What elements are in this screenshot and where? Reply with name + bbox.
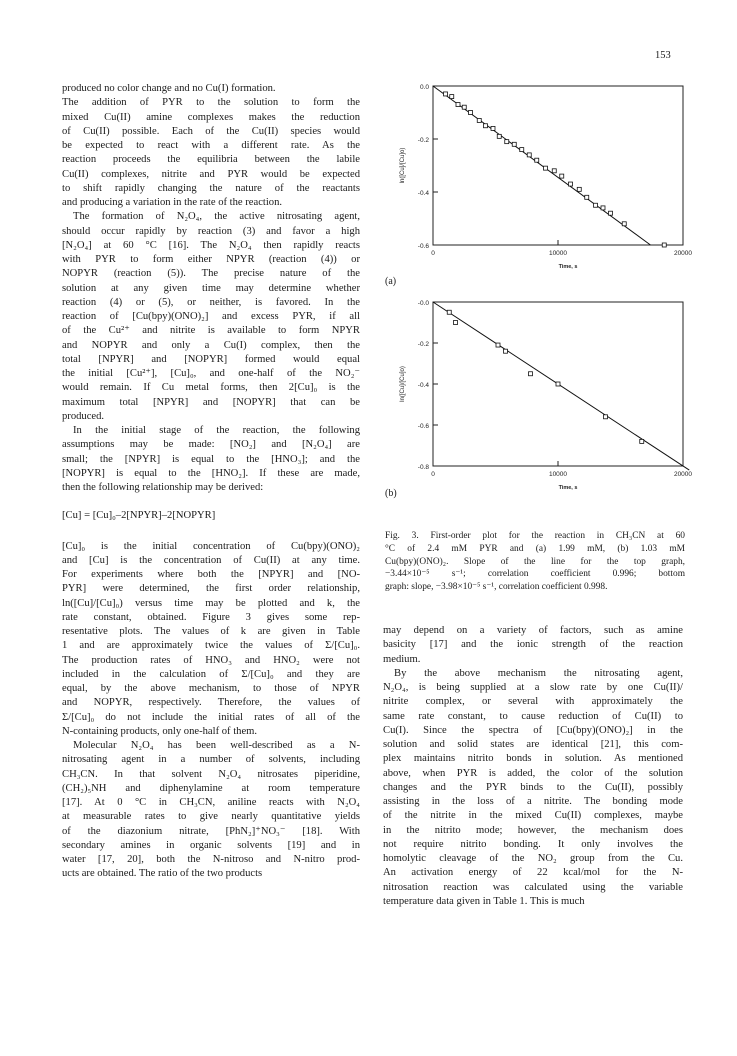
text-line: N-containing products, only one-half of them. bbox=[62, 725, 258, 737]
text-line: may depend on a variety of factors, such as amine bbox=[383, 625, 683, 636]
text-line: reaction (4) or (5), or neither, is favored. In the bbox=[62, 296, 360, 308]
text-line: For experiments where both the [NPYR] and [NO- bbox=[62, 569, 360, 580]
y-tick-label: 0.0 bbox=[419, 84, 429, 91]
text-line: nitrite complex, or several with approximately the bbox=[383, 696, 683, 708]
data-point bbox=[454, 321, 458, 325]
data-point bbox=[496, 343, 500, 347]
text-line: same rate constant, to cause reduction of Cu(II) to bbox=[383, 710, 683, 722]
y-axis-label: ln([Cu]/[Cu]o) bbox=[400, 147, 406, 184]
text-line: [N₂O₄] at 60 °C [16]. The N₂O₄ then rapidly reacts bbox=[62, 239, 360, 251]
caption-line: −3.44×10⁻⁵ s⁻¹; correlation coefficient 0.996; bottom bbox=[385, 569, 685, 580]
data-point bbox=[450, 95, 454, 99]
text-line: resentative plots. The values of k are given in Table bbox=[62, 626, 360, 637]
panel-label-a: (a) bbox=[385, 276, 397, 287]
left-column-text bbox=[62, 82, 360, 882]
y-tick-label: -0.8 bbox=[417, 464, 429, 471]
x-tick-label: 0 bbox=[431, 250, 435, 257]
text-line: basicity [17] and the ionic strength of the reaction bbox=[383, 639, 683, 651]
text-line: (CH₂)₅NH and diphenylamine at room temperature bbox=[62, 782, 360, 794]
text-line: PYR] were determined, the first order relationship, bbox=[62, 583, 360, 595]
fit-line bbox=[433, 86, 651, 245]
data-point bbox=[462, 105, 466, 109]
y-tick-label: -0.6 bbox=[417, 243, 429, 250]
text-line: maximum total [NPYR] and [NOPYR] that can be bbox=[62, 396, 360, 408]
x-tick-label: 20000 bbox=[673, 250, 693, 257]
x-tick-label: 10000 bbox=[548, 250, 568, 257]
text-line: in the nitrito mode; however, the mechanism does bbox=[383, 824, 683, 836]
text-line: N₂O₄, is being supplied at a slow rate by one Cu(II)/ bbox=[383, 682, 683, 693]
text-line: 1 and are approximately twice the values of Σ/[Cu]₀. bbox=[62, 640, 360, 652]
text-line: of the diazonium nitrate, [PhN₂]⁺NO₃⁻ [18]. With bbox=[62, 825, 360, 837]
text-line: changes and the PYR binds to the Cu(II), possibly bbox=[383, 781, 683, 793]
data-point bbox=[520, 148, 524, 152]
y-axis-label: ln([Cu]/[Cu]o) bbox=[400, 366, 406, 402]
text-line: solution at any given time may determine whether bbox=[62, 282, 360, 294]
chart-a bbox=[395, 78, 695, 278]
text-line: NOPYR (reaction (5)). The precise nature of the bbox=[62, 268, 360, 280]
figure-3b bbox=[395, 290, 695, 500]
panel-label-b: (b) bbox=[385, 488, 397, 499]
page-number: 153 bbox=[655, 50, 671, 61]
text-line: The addition of PYR to the solution to form the bbox=[62, 97, 360, 109]
data-point bbox=[477, 118, 481, 122]
data-point bbox=[604, 415, 608, 419]
data-point bbox=[552, 169, 556, 173]
text-line: Cu(I). Since the spectra of [Cu(bpy)(ONO)₂] in the bbox=[383, 724, 683, 736]
text-line: should occur rapidly by reaction (3) and favor a high bbox=[62, 225, 360, 237]
text-line: the initial [Cu²⁺], [Cu]₀, and one-half of the NO₂⁻ bbox=[62, 368, 360, 379]
text-line: produced no color change and no Cu(I) formation. bbox=[62, 83, 276, 94]
data-point bbox=[594, 203, 598, 207]
text-line: ucts are obtained. The ratio of the two products bbox=[62, 868, 263, 880]
data-point bbox=[444, 92, 448, 96]
figure-caption bbox=[385, 530, 685, 594]
text-line: ln([Cu]/[Cu]₀) versus time may be plotted and k, the bbox=[62, 597, 360, 609]
data-point bbox=[535, 158, 539, 162]
text-line: By the above mechanism the nitrosating agent, bbox=[394, 667, 683, 679]
data-point bbox=[512, 142, 516, 146]
text-line: [NOPYR] is equal to the [HNO₂]. If these are made, bbox=[62, 467, 360, 479]
text-line: of Cu(II) possible. Each of the Cu(II) species would bbox=[62, 125, 360, 137]
text-line: [Cu] = [Cu]₀–2[NPYR]–2[NOPYR] bbox=[62, 510, 216, 522]
data-point bbox=[601, 206, 605, 210]
data-point bbox=[569, 182, 573, 186]
y-tick-label: -0.2 bbox=[417, 137, 429, 144]
text-line: then the following relationship may be derived: bbox=[62, 482, 264, 493]
data-point bbox=[484, 124, 488, 128]
text-line: and NOPYR and only a Cu(I) complex, then the bbox=[62, 339, 360, 351]
x-tick-label: 10000 bbox=[548, 471, 568, 478]
fit-line bbox=[433, 302, 689, 470]
text-line: at measurable rates to give nearly quantitative yields bbox=[62, 811, 360, 823]
text-line: nitrosating agent in a number of solvents, including bbox=[62, 754, 360, 766]
data-point bbox=[556, 382, 560, 386]
data-point bbox=[609, 211, 613, 215]
text-line: to shift rapidly changing the nature of the reactants bbox=[62, 182, 360, 194]
text-line: of the nitrite in the mixed Cu(II) complexes, maybe bbox=[383, 810, 683, 822]
y-tick-label: -0.4 bbox=[417, 190, 429, 197]
x-axis-label: Time, s bbox=[558, 264, 578, 270]
text-line: reaction proceeds the equilibria between the labile bbox=[62, 154, 360, 166]
data-point bbox=[577, 187, 581, 191]
data-point bbox=[622, 222, 626, 226]
text-line: would remain. If Cu metal forms, then 2[Cu]₀ is the bbox=[62, 382, 360, 394]
text-line: CH₃CN. In that solvent N₂O₄ nitrosates piperidine, bbox=[62, 768, 360, 780]
data-point bbox=[491, 126, 495, 130]
caption-line: graph: slope, −3.98×10⁻⁵ s⁻¹, correlation coefficient 0.998. bbox=[385, 582, 608, 593]
y-tick-label: -0.6 bbox=[417, 423, 429, 430]
text-line: An activation energy of 22 kcal/mol for the N- bbox=[383, 867, 683, 879]
text-line: plex maintains nitrito bonds in solution. As mentioned bbox=[383, 753, 683, 765]
text-line: nitrosation reaction was calculated using the variable bbox=[383, 881, 683, 893]
text-line: be expected to react with a different rate. As the bbox=[62, 140, 360, 151]
text-line: solution and solid states are identical [21], this com- bbox=[383, 739, 683, 750]
text-line: not require nitrito bonding. It only involves the bbox=[383, 838, 683, 850]
text-line: The formation of N₂O₄, the active nitrosating agent, bbox=[73, 211, 360, 223]
text-line: Molecular N₂O₄ has been well-described as a N- bbox=[73, 740, 360, 751]
text-line: [Cu]₀ is the initial concentration of Cu(bpy)(ONO)₂ bbox=[62, 540, 360, 552]
text-line: mixed Cu(II) amine complexes makes the reduction bbox=[62, 111, 360, 123]
data-point bbox=[662, 243, 666, 247]
text-line: total [NPYR] and [NOPYR] formed would equal bbox=[62, 353, 360, 365]
text-line: In the initial stage of the reaction, the following bbox=[73, 425, 360, 436]
text-line: temperature data given in Table 1. This is much bbox=[383, 895, 585, 907]
x-axis-label: Time, s bbox=[558, 485, 578, 491]
data-point bbox=[447, 310, 451, 314]
text-line: and NOPYR, respectively. Therefore, the values of bbox=[62, 697, 360, 709]
text-line: reaction of [Cu(bpy)(ONO)₂] and excess PYR, if all bbox=[62, 311, 360, 322]
x-tick-label: 20000 bbox=[673, 471, 693, 478]
figure-3a bbox=[395, 78, 695, 278]
text-line: [17]. At 0 °C in CH₃CN, aniline reacts with N₂O₄ bbox=[62, 797, 360, 808]
text-line: equal, by the above mechanism, to those of NPYR bbox=[62, 683, 360, 694]
y-tick-label: -0.2 bbox=[417, 341, 429, 348]
text-line: homolytic cleavage of the NO₂ group from the Cu. bbox=[383, 853, 683, 864]
text-line: produced. bbox=[62, 410, 105, 422]
text-line: above, when PYR is added, the color of the solution bbox=[383, 767, 683, 779]
data-point bbox=[544, 166, 548, 170]
text-line: medium. bbox=[383, 653, 421, 665]
data-point bbox=[640, 439, 644, 443]
text-line: of the Cu²⁺ and nitrite is available to form NPYR bbox=[62, 325, 360, 337]
text-line: included in the calculation of Σ/[Cu]₀ and they are bbox=[62, 668, 360, 680]
caption-line: Cu(bpy)(ONO)₂. Slope of the line for the top graph, bbox=[385, 556, 685, 567]
text-line: water [17, 20], both the N-nitroso and N-nitro prod- bbox=[62, 854, 360, 865]
data-point bbox=[585, 195, 589, 199]
data-point bbox=[527, 153, 531, 157]
text-line: with PYR to form either NPYR (reaction (4)) or bbox=[62, 254, 360, 265]
data-point bbox=[504, 349, 508, 353]
caption-line: °C of 2.4 mM PYR and (a) 1.99 mM, (b) 1.03 mM bbox=[385, 543, 685, 554]
text-line: Cu(II) complexes, nitrite and PYR would be expected bbox=[62, 168, 360, 180]
text-line: Σ/[Cu]₀ do not include the initial rates of all of the bbox=[62, 711, 360, 723]
text-line: secondary amines in organic solvents [19] and in bbox=[62, 839, 360, 851]
plot-frame bbox=[433, 86, 683, 245]
data-point bbox=[456, 103, 460, 107]
data-point bbox=[497, 134, 501, 138]
text-line: assisting in the loss of a nitrite. The bonding mode bbox=[383, 796, 683, 807]
text-line: The production rates of HNO₃ and HNO₂ were not bbox=[62, 654, 360, 666]
y-tick-label: -0.4 bbox=[417, 382, 429, 389]
text-line: assumptions may be made: [NO₂] and [N₂O₄] are bbox=[62, 439, 360, 451]
text-line: small; the [NPYR] is equal to the [HNO₃]; and the bbox=[62, 453, 360, 465]
data-point bbox=[469, 111, 473, 115]
text-line: and producing a variation in the rate of the reaction. bbox=[62, 197, 283, 208]
y-tick-label: -0.0 bbox=[417, 300, 429, 307]
data-point bbox=[529, 372, 533, 376]
text-line: and [Cu] is the concentration of Cu(II) at any time. bbox=[62, 554, 360, 566]
chart-b bbox=[395, 290, 695, 500]
data-point bbox=[505, 140, 509, 144]
right-column-text bbox=[383, 624, 683, 909]
text-line: rate constant, obtained. Figure 3 gives some rep- bbox=[62, 611, 360, 623]
caption-line: Fig. 3. First-order plot for the reaction in CH₃CN at 60 bbox=[385, 531, 685, 541]
x-tick-label: 0 bbox=[431, 471, 435, 478]
data-point bbox=[560, 174, 564, 178]
